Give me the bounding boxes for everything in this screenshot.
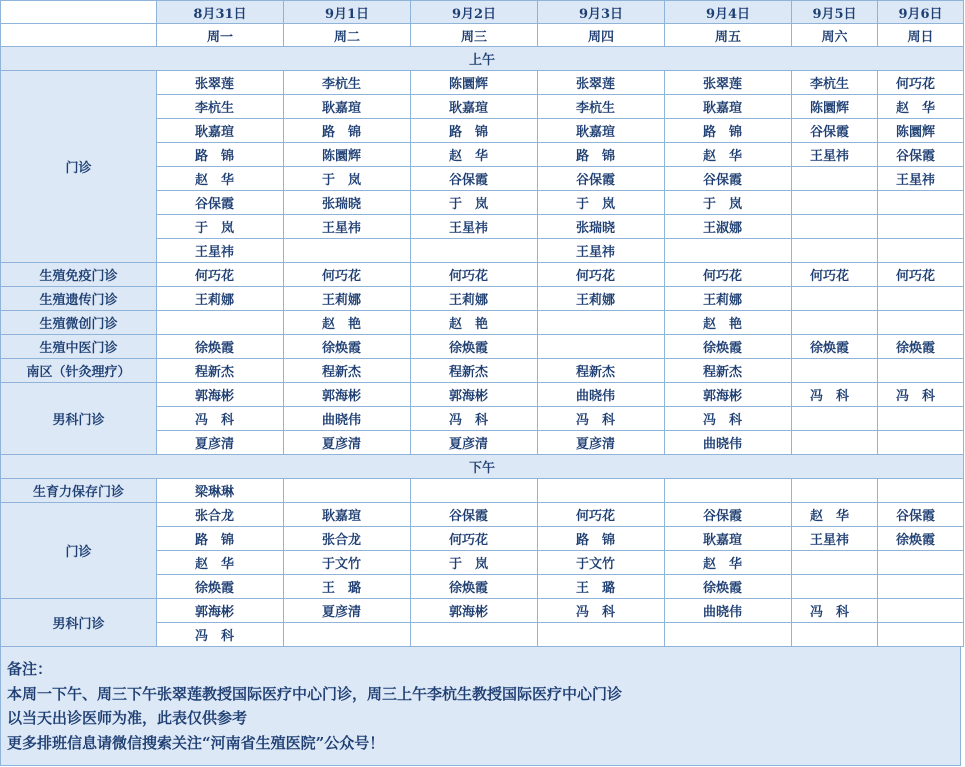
doctor-cell xyxy=(792,215,878,239)
schedule-row xyxy=(1,479,964,503)
doctor-cell: 王星祎 xyxy=(792,527,878,551)
date-header: 9月3日 xyxy=(538,1,665,24)
date-header: 9月4日 xyxy=(665,1,792,24)
notes-panel xyxy=(0,647,961,766)
doctor-cell: 张合龙 xyxy=(284,527,411,551)
doctor-cell: 冯 科 xyxy=(411,407,538,431)
doctor-cell: 何巧花 xyxy=(665,263,792,287)
weekday-header: 周日 xyxy=(878,24,964,47)
doctor-cell: 张瑞晓 xyxy=(284,191,411,215)
doctor-cell: 程新杰 xyxy=(157,359,284,383)
weekday-header: 周二 xyxy=(284,24,411,47)
notes-heading: 备注： xyxy=(7,660,53,678)
doctor-cell xyxy=(284,239,411,263)
doctor-cell xyxy=(792,479,878,503)
doctor-cell xyxy=(878,479,964,503)
date-header: 9月5日 xyxy=(792,1,878,24)
doctor-cell: 李杭生 xyxy=(157,95,284,119)
schedule-row xyxy=(1,359,964,383)
doctor-cell: 赵 华 xyxy=(665,551,792,575)
clinic-label: 生殖中医门诊 xyxy=(1,335,157,359)
doctor-cell: 徐焕霞 xyxy=(411,335,538,359)
section-row xyxy=(1,47,964,71)
doctor-cell: 谷保霞 xyxy=(665,167,792,191)
section-title: 上午 xyxy=(1,47,964,71)
doctor-cell: 何巧花 xyxy=(157,263,284,287)
doctor-cell: 曲晓伟 xyxy=(284,407,411,431)
doctor-cell: 赵 艳 xyxy=(411,311,538,335)
schedule-row xyxy=(1,503,964,527)
doctor-cell: 谷保霞 xyxy=(411,167,538,191)
doctor-cell: 谷保霞 xyxy=(157,191,284,215)
doctor-cell: 何巧花 xyxy=(411,263,538,287)
doctor-cell: 王莉娜 xyxy=(665,287,792,311)
notes-line: 本周一下午、周三下午张翠莲教授国际医疗中心门诊，周三上午李杭生教授国际医疗中心门诊 xyxy=(7,684,623,703)
doctor-cell: 陈圜辉 xyxy=(284,143,411,167)
doctor-cell xyxy=(157,311,284,335)
doctor-cell: 郭海彬 xyxy=(411,599,538,623)
schedule-row xyxy=(1,263,964,287)
doctor-cell: 夏彦清 xyxy=(157,431,284,455)
notes-line: 更多排班信息请微信搜索关注“河南省生殖医院”公众号！ xyxy=(7,733,385,752)
clinic-label: 男科门诊 xyxy=(1,383,157,455)
doctor-cell: 冯 科 xyxy=(538,599,665,623)
doctor-cell xyxy=(538,479,665,503)
doctor-cell: 张翠莲 xyxy=(538,71,665,95)
doctor-cell: 赵 华 xyxy=(157,551,284,575)
doctor-cell: 李杭生 xyxy=(538,95,665,119)
doctor-cell xyxy=(878,599,964,623)
clinic-label: 门诊 xyxy=(1,503,157,599)
doctor-cell: 赵 华 xyxy=(665,143,792,167)
doctor-cell xyxy=(792,191,878,215)
doctor-cell: 谷保霞 xyxy=(878,143,964,167)
doctor-cell xyxy=(411,239,538,263)
doctor-cell: 路 锦 xyxy=(157,143,284,167)
doctor-cell: 张瑞晓 xyxy=(538,215,665,239)
doctor-cell: 耿嘉瑄 xyxy=(665,95,792,119)
doctor-cell: 徐焕霞 xyxy=(878,335,964,359)
doctor-cell: 王莉娜 xyxy=(538,287,665,311)
doctor-cell xyxy=(792,551,878,575)
doctor-cell xyxy=(878,431,964,455)
doctor-cell: 于文竹 xyxy=(284,551,411,575)
doctor-cell: 夏彦清 xyxy=(284,599,411,623)
doctor-cell: 冯 科 xyxy=(792,383,878,407)
doctor-cell: 张合龙 xyxy=(157,503,284,527)
weekday-header: 周一 xyxy=(157,24,284,47)
doctor-cell: 于 岚 xyxy=(665,191,792,215)
doctor-cell: 何巧花 xyxy=(411,527,538,551)
doctor-cell: 于 岚 xyxy=(411,191,538,215)
doctor-cell: 徐焕霞 xyxy=(157,575,284,599)
weekday-header: 周五 xyxy=(665,24,792,47)
doctor-cell: 郭海彬 xyxy=(411,383,538,407)
notes-line: 以当天出诊医师为准，此表仅供参考 xyxy=(7,709,248,727)
doctor-cell xyxy=(878,623,964,647)
weekday-header: 周三 xyxy=(411,24,538,47)
doctor-cell: 耿嘉瑄 xyxy=(411,95,538,119)
doctor-cell: 郭海彬 xyxy=(157,599,284,623)
doctor-cell xyxy=(878,191,964,215)
doctor-cell: 王 璐 xyxy=(538,575,665,599)
doctor-cell: 程新杰 xyxy=(411,359,538,383)
doctor-cell: 徐焕霞 xyxy=(411,575,538,599)
weekday-header-row xyxy=(1,24,964,47)
doctor-cell: 于 岚 xyxy=(411,551,538,575)
doctor-cell: 谷保霞 xyxy=(411,503,538,527)
schedule-row xyxy=(1,311,964,335)
doctor-cell xyxy=(792,431,878,455)
doctor-cell: 徐焕霞 xyxy=(665,335,792,359)
date-header: 9月6日 xyxy=(878,1,964,24)
doctor-cell xyxy=(878,551,964,575)
doctor-cell: 何巧花 xyxy=(284,263,411,287)
corner-cell xyxy=(1,1,157,24)
doctor-cell: 程新杰 xyxy=(284,359,411,383)
doctor-cell: 冯 科 xyxy=(665,407,792,431)
doctor-cell: 何巧花 xyxy=(538,263,665,287)
doctor-cell: 路 锦 xyxy=(284,119,411,143)
doctor-cell: 谷保霞 xyxy=(538,167,665,191)
doctor-cell: 谷保霞 xyxy=(878,503,964,527)
schedule-row xyxy=(1,335,964,359)
doctor-cell xyxy=(665,239,792,263)
doctor-cell: 冯 科 xyxy=(538,407,665,431)
doctor-cell xyxy=(878,359,964,383)
doctor-cell: 曲晓伟 xyxy=(665,431,792,455)
doctor-cell: 赵 华 xyxy=(157,167,284,191)
doctor-cell: 赵 华 xyxy=(792,503,878,527)
doctor-cell: 赵 艳 xyxy=(284,311,411,335)
section-row xyxy=(1,455,964,479)
doctor-cell: 程新杰 xyxy=(538,359,665,383)
doctor-cell: 赵 艳 xyxy=(665,311,792,335)
doctor-cell xyxy=(792,311,878,335)
doctor-cell: 王星祎 xyxy=(411,215,538,239)
doctor-cell: 李杭生 xyxy=(792,71,878,95)
doctor-cell: 王莉娜 xyxy=(411,287,538,311)
corner-cell xyxy=(1,24,157,47)
doctor-cell: 谷保霞 xyxy=(665,503,792,527)
doctor-cell: 于文竹 xyxy=(538,551,665,575)
doctor-cell xyxy=(792,167,878,191)
doctor-cell: 路 锦 xyxy=(538,527,665,551)
doctor-cell: 王淑娜 xyxy=(665,215,792,239)
doctor-cell: 于 岚 xyxy=(157,215,284,239)
doctor-cell: 冯 科 xyxy=(878,383,964,407)
clinic-label: 生育力保存门诊 xyxy=(1,479,157,503)
doctor-cell xyxy=(878,287,964,311)
doctor-cell xyxy=(411,623,538,647)
doctor-cell xyxy=(284,479,411,503)
doctor-cell: 何巧花 xyxy=(792,263,878,287)
doctor-cell: 曲晓伟 xyxy=(665,599,792,623)
doctor-cell: 郭海彬 xyxy=(284,383,411,407)
doctor-cell: 王星祎 xyxy=(878,167,964,191)
doctor-cell: 路 锦 xyxy=(411,119,538,143)
clinic-label: 门诊 xyxy=(1,71,157,263)
doctor-cell: 王星祎 xyxy=(157,239,284,263)
doctor-cell xyxy=(792,407,878,431)
doctor-cell xyxy=(792,575,878,599)
doctor-cell: 耿嘉瑄 xyxy=(665,527,792,551)
doctor-cell: 王星祎 xyxy=(538,239,665,263)
doctor-cell: 王 璐 xyxy=(284,575,411,599)
doctor-cell: 徐焕霞 xyxy=(157,335,284,359)
doctor-cell xyxy=(792,359,878,383)
doctor-cell: 冯 科 xyxy=(792,599,878,623)
doctor-cell: 王莉娜 xyxy=(284,287,411,311)
schedule-row xyxy=(1,71,964,95)
doctor-cell: 赵 华 xyxy=(411,143,538,167)
doctor-cell: 张翠莲 xyxy=(157,71,284,95)
weekday-header: 周四 xyxy=(538,24,665,47)
schedule-row xyxy=(1,383,964,407)
doctor-cell: 谷保霞 xyxy=(792,119,878,143)
schedule-row xyxy=(1,599,964,623)
doctor-cell: 张翠莲 xyxy=(665,71,792,95)
doctor-cell: 于 岚 xyxy=(538,191,665,215)
doctor-cell xyxy=(665,479,792,503)
doctor-cell xyxy=(538,335,665,359)
clinic-label: 生殖微创门诊 xyxy=(1,311,157,335)
doctor-cell: 何巧花 xyxy=(878,263,964,287)
doctor-cell: 徐焕霞 xyxy=(792,335,878,359)
doctor-cell: 何巧花 xyxy=(878,71,964,95)
date-header: 8月31日 xyxy=(157,1,284,24)
doctor-cell xyxy=(878,407,964,431)
doctor-cell: 曲晓伟 xyxy=(538,383,665,407)
schedule-row xyxy=(1,287,964,311)
doctor-cell xyxy=(878,311,964,335)
date-header: 9月2日 xyxy=(411,1,538,24)
doctor-cell: 王星祎 xyxy=(792,143,878,167)
doctor-cell: 夏彦清 xyxy=(411,431,538,455)
doctor-cell: 陈圜辉 xyxy=(878,119,964,143)
doctor-cell: 赵 华 xyxy=(878,95,964,119)
doctor-cell xyxy=(878,215,964,239)
doctor-cell: 李杭生 xyxy=(284,71,411,95)
doctor-cell xyxy=(878,575,964,599)
doctor-cell xyxy=(284,623,411,647)
doctor-cell xyxy=(878,239,964,263)
doctor-cell: 耿嘉瑄 xyxy=(284,95,411,119)
doctor-cell: 路 锦 xyxy=(157,527,284,551)
doctor-cell: 郭海彬 xyxy=(665,383,792,407)
doctor-cell: 冯 科 xyxy=(157,623,284,647)
doctor-cell xyxy=(538,311,665,335)
doctor-cell: 何巧花 xyxy=(538,503,665,527)
doctor-cell: 梁琳琳 xyxy=(157,479,284,503)
weekday-header: 周六 xyxy=(792,24,878,47)
doctor-cell xyxy=(792,239,878,263)
doctor-cell: 陈圜辉 xyxy=(411,71,538,95)
doctor-cell: 陈圜辉 xyxy=(792,95,878,119)
doctor-cell: 徐焕霞 xyxy=(665,575,792,599)
clinic-label: 南区（针灸理疗） xyxy=(1,359,157,383)
clinic-label: 生殖免疫门诊 xyxy=(1,263,157,287)
doctor-cell: 路 锦 xyxy=(665,119,792,143)
doctor-cell: 徐焕霞 xyxy=(878,527,964,551)
doctor-cell xyxy=(411,479,538,503)
doctor-cell: 夏彦清 xyxy=(538,431,665,455)
clinic-label: 生殖遗传门诊 xyxy=(1,287,157,311)
doctor-cell: 于 岚 xyxy=(284,167,411,191)
doctor-cell: 王星祎 xyxy=(284,215,411,239)
doctor-cell: 王莉娜 xyxy=(157,287,284,311)
doctor-cell: 程新杰 xyxy=(665,359,792,383)
clinic-label: 男科门诊 xyxy=(1,599,157,647)
doctor-cell: 耿嘉瑄 xyxy=(157,119,284,143)
doctor-cell xyxy=(792,287,878,311)
doctor-cell xyxy=(792,623,878,647)
doctor-cell: 郭海彬 xyxy=(157,383,284,407)
doctor-cell: 耿嘉瑄 xyxy=(284,503,411,527)
date-header-row xyxy=(1,1,964,24)
doctor-cell xyxy=(538,623,665,647)
date-header: 9月1日 xyxy=(284,1,411,24)
doctor-cell: 耿嘉瑄 xyxy=(538,119,665,143)
doctor-cell: 路 锦 xyxy=(538,143,665,167)
doctor-cell: 夏彦清 xyxy=(284,431,411,455)
doctor-cell: 冯 科 xyxy=(157,407,284,431)
doctor-cell: 徐焕霞 xyxy=(284,335,411,359)
doctor-cell xyxy=(665,623,792,647)
section-title: 下午 xyxy=(1,455,964,479)
